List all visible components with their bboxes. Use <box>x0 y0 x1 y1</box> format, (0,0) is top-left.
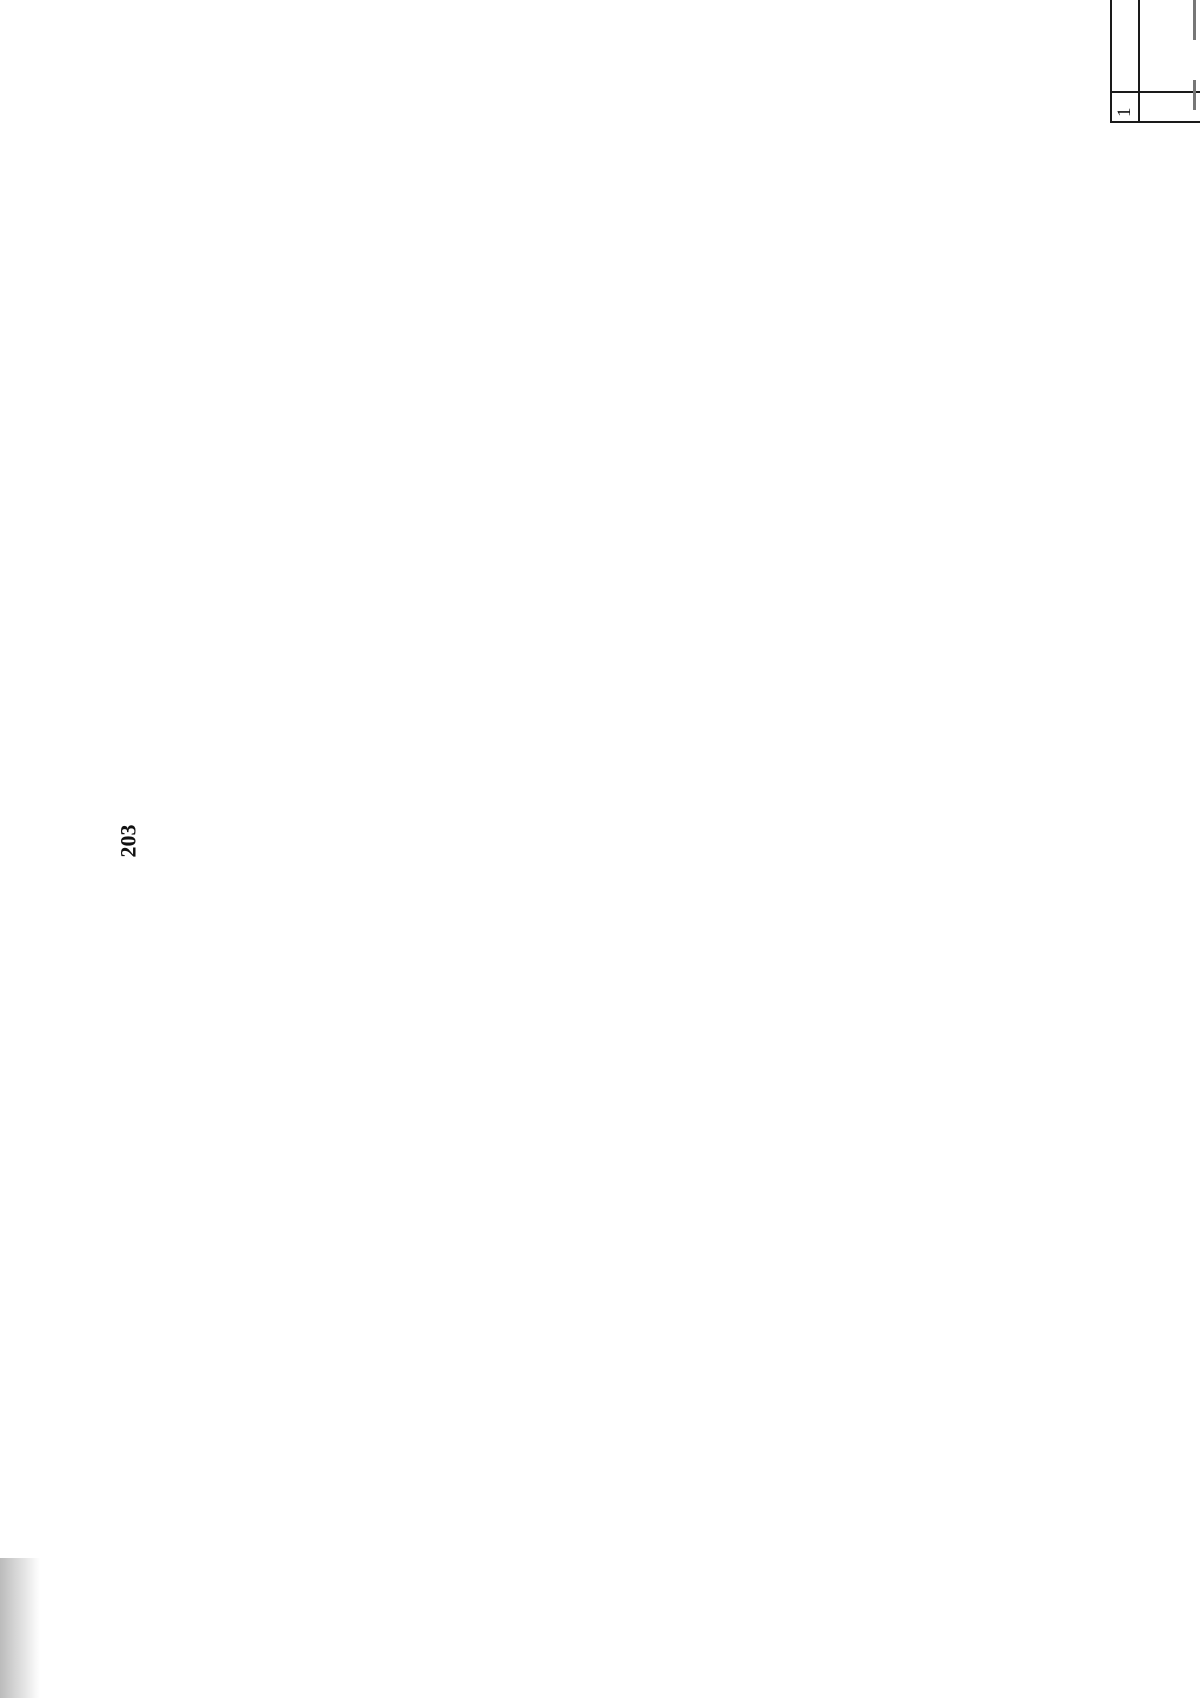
data-table <box>1110 0 1200 123</box>
scan-mark <box>1193 0 1196 40</box>
scan-mark <box>1193 80 1196 110</box>
page-number: 203 <box>115 824 141 858</box>
header-row <box>1111 0 1139 122</box>
cell-col2 <box>1139 0 1200 92</box>
cell-col1 <box>1139 92 1200 122</box>
table-body <box>1111 0 1200 122</box>
scan-shadow <box>0 1558 40 1698</box>
col-header-2 <box>1111 0 1139 92</box>
rotated-table-container <box>1110 0 1200 123</box>
table-row <box>1139 0 1200 122</box>
col-header-1: 1 <box>1111 92 1139 122</box>
